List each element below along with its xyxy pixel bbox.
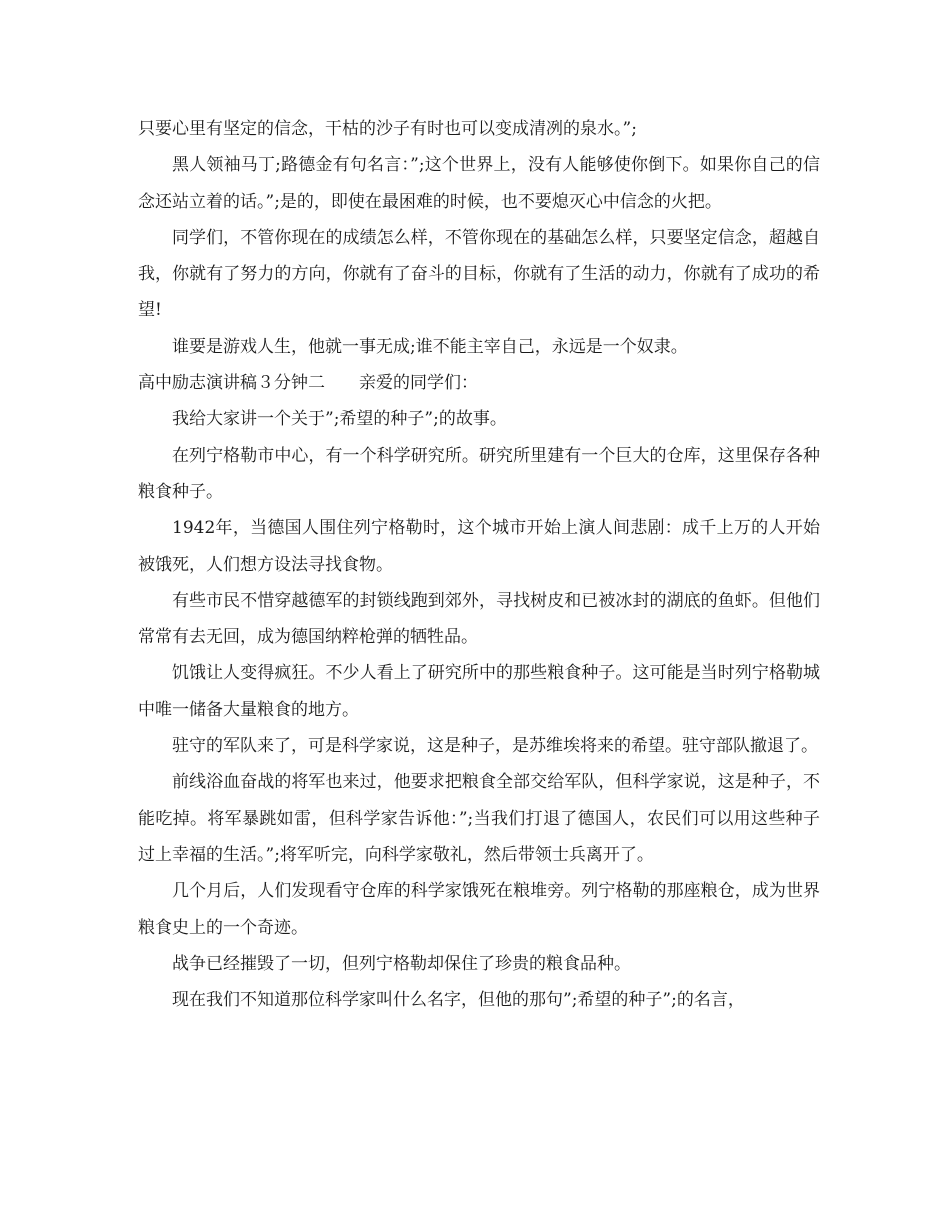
document-body [138,111,820,1018]
paragraph: 驻守的军队来了，可是科学家说，这是种子，是苏维埃将来的希望。驻守部队撤退了。 [172,736,818,757]
paragraph: 1942年，当德国人围住列宁格勒时，这个城市开始上演人间悲剧：成千上万的人开始被饿死，人们想方设法寻找食物。 [138,518,820,575]
paragraph: 我给大家讲一个关于”;希望的种子”;的故事。 [172,409,507,430]
paragraph: 几个月后，人们发现看守仓库的科学家饿死在粮堆旁。列宁格勒的那座粮仓，成为世界粮食史上的一个奇迹。 [138,881,820,938]
paragraph: 谁要是游戏人生，他就一事无成;谁不能主宰自己，永远是一个奴隶。 [172,336,688,357]
paragraph: 前线浴血奋战的将军也来过，他要求把粮食全部交给军队，但科学家说，这是种子，不能吃掉。将军暴跳如雷，但科学家告诉他：”;当我们打退了德国人，农民们可以用这些种子过上幸福的生活。”;将军听完，向科学家敬礼，然后带领士兵离开了。 [138,772,820,865]
section-heading: 高中励志演讲稿３分钟二 亲爱的同学们： [138,373,478,394]
paragraph: 现在我们不知道那位科学家叫什么名字，但他的那句”;希望的种子”;的名言， [172,990,745,1011]
paragraph: 同学们，不管你现在的成绩怎么样，不管你现在的基础怎么样，只要坚定信念，超越自我，你就有了努力的方向，你就有了奋斗的目标，你就有了生活的动力，你就有了成功的希望! [138,227,820,321]
paragraph: 饥饿让人变得疯狂。不少人看上了研究所中的那些粮食种子。这可能是当时列宁格勒城中唯一储备大量粮食的地方。 [138,663,820,720]
paragraph: 有些市民不惜穿越德军的封锁线跑到郊外，寻找树皮和已被冰封的湖底的鱼虾。但他们常常有去无回，成为德国纳粹枪弹的牺牲品。 [138,590,820,648]
paragraph: 在列宁格勒市中心，有一个科学研究所。研究所里建有一个巨大的仓库，这里保存各种粮食种子。 [138,445,820,502]
paragraph: 只要心里有坚定的信念，干枯的沙子有时也可以变成清冽的泉水。”; [138,119,637,139]
paragraph: 黑人领袖马丁;路德金有句名言：”;这个世界上，没有人能够使你倒下。如果你自己的信念还站立着的话。”;是的，即使在最困难的时候，也不要熄灭心中信念的火把。 [138,155,820,212]
paragraph: 战争已经摧毁了一切，但列宁格勒却保住了珍贵的粮食品种。 [172,953,631,974]
